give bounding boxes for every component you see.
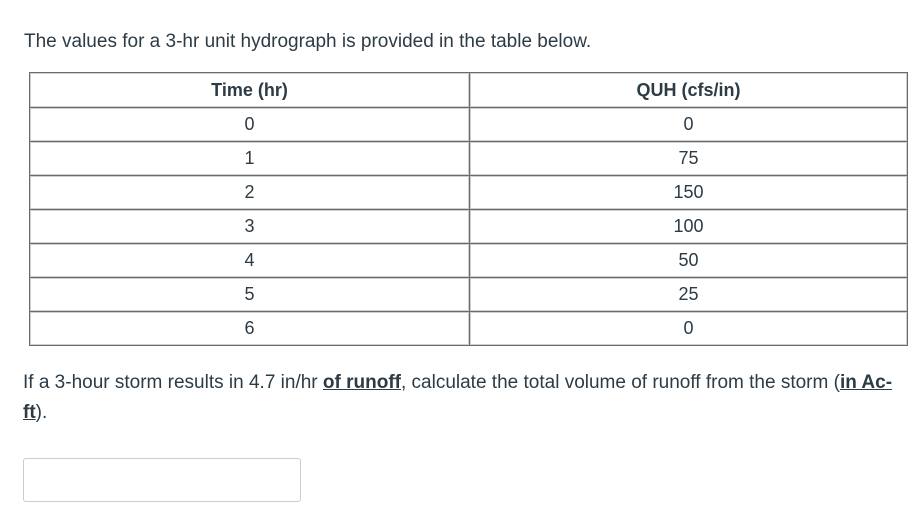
q-column-header [470, 73, 908, 108]
table-header-row [30, 73, 908, 108]
q-cell: 100 [470, 210, 908, 244]
q-cell: 25 [470, 278, 908, 312]
q-cell: 0 [470, 108, 908, 142]
q-cell: 0 [470, 312, 908, 346]
time-cell: 1 [30, 142, 470, 176]
question-text [23, 368, 913, 428]
unit-hydrograph-table [29, 72, 908, 346]
table-row [30, 142, 908, 176]
question-part-1: If a 3-hour storm results in 4.7 in/hr [23, 372, 323, 393]
time-cell: 0 [30, 108, 470, 142]
q-cell: 75 [470, 142, 908, 176]
time-column-header: Time (hr) [30, 73, 470, 108]
q-symbol: Q [636, 79, 651, 100]
in-ac-ft-link[interactable]: in Ac-ft [23, 372, 893, 423]
table-row [30, 244, 908, 278]
table-row [30, 278, 908, 312]
time-cell: 3 [30, 210, 470, 244]
table-row [30, 176, 908, 210]
table-row [30, 312, 908, 346]
table-row [30, 108, 908, 142]
q-units: (cfs/in) [676, 79, 741, 100]
question-part-2: , calculate the total volume of runoff from the storm ( [400, 372, 840, 393]
answer-input[interactable] [23, 458, 301, 502]
question-part-3: ). [35, 402, 48, 423]
table-row [30, 210, 908, 244]
q-subscript: UH [650, 79, 677, 100]
time-cell: 2 [30, 176, 470, 210]
q-cell: 150 [470, 176, 908, 210]
of-runoff-link[interactable]: of runoff [322, 372, 401, 393]
time-cell: 4 [30, 244, 470, 278]
q-cell: 50 [470, 244, 908, 278]
time-cell: 5 [30, 278, 470, 312]
intro-text: The values for a 3-hr unit hydrograph is provided in the table below. [24, 31, 592, 52]
time-cell: 6 [30, 312, 470, 346]
